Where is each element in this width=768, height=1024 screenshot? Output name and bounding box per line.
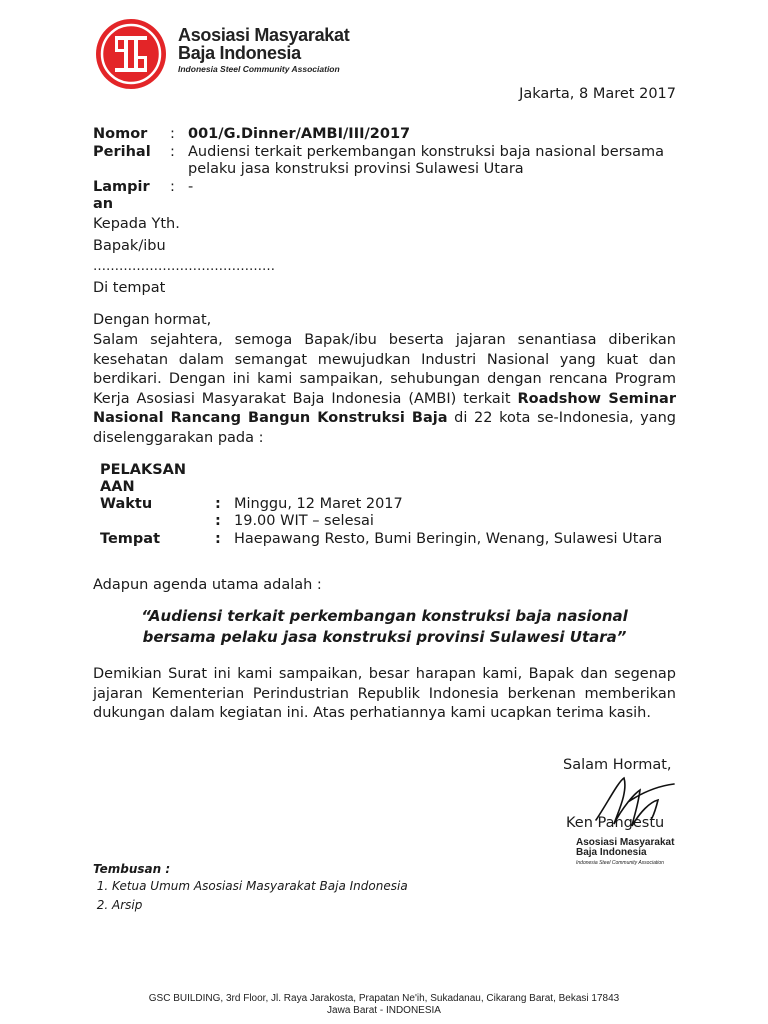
org-name-line2: Baja Indonesia bbox=[178, 43, 301, 63]
tembusan-item: 1. Ketua Umum Asosiasi Masyarakat Baja Indonesia bbox=[112, 877, 408, 896]
org-subtitle: Indonesia Steel Community Association bbox=[178, 64, 340, 74]
lampiran-value: - bbox=[188, 179, 194, 195]
perihal-label: Perihal bbox=[93, 144, 151, 160]
paragraph-intro bbox=[93, 331, 676, 448]
closing-text: Demikian Surat ini kami sampaikan, besar harapan kami, Bapak dan segenap jajaran Kementerian Perindustrian Republik Indonesia berkenan memberikan dukungan dalam kegiatan ini. Atas perhatiannya kami ucapkan terima kasih. bbox=[93, 666, 676, 721]
stamp-line1: Asosiasi Masyarakat bbox=[576, 837, 675, 848]
recipient-line1: Kepada Yth. bbox=[93, 216, 180, 232]
stamp-line2: Baja Indonesia bbox=[576, 847, 647, 858]
pelaksanaan-title-1: PELAKSAN bbox=[100, 462, 187, 478]
lampiran-colon: : bbox=[170, 179, 175, 195]
salutation: Salam Hormat, bbox=[563, 757, 672, 773]
pelaksanaan-title-2: AAN bbox=[100, 479, 135, 495]
tembusan-title: Tembusan : bbox=[93, 862, 171, 876]
tembusan-item: 2. Arsip bbox=[112, 896, 408, 915]
org-name-line1: Asosiasi Masyarakat bbox=[178, 25, 350, 45]
tempat-label: Tempat bbox=[100, 531, 161, 547]
tempat-colon: : bbox=[215, 531, 221, 547]
paragraph-closing bbox=[93, 665, 676, 724]
letter-date: Jakarta, 8 Maret 2017 bbox=[519, 86, 676, 102]
para1-text-b: di 22 kota se-Indonesia, yang diselenggarakan pada : bbox=[93, 410, 676, 446]
lampiran-label-2: an bbox=[93, 196, 114, 212]
org-name bbox=[178, 26, 349, 62]
footer-address-line1: GSC BUILDING, 3rd Floor, Jl. Raya Jarakosta, Prapatan Ne'ih, Sukadanau, Cikarang Barat, Bekasi 17843 bbox=[148, 993, 620, 1004]
para1-text-a: Salam sejahtera, semoga Bapak/ibu beserta jajaran senantiasa diberikan kesehatan dalam semangat mewujudkan Industri Nasional yang kuat dan berdikari. Dengan ini kami sampaikan, sehubungan dengan rencana Program Kerja Asosiasi Masyarakat Baja Indonesia (AMBI) terkait bbox=[93, 332, 676, 407]
waktu-colon: : bbox=[215, 496, 221, 512]
waktu-value-1: Minggu, 12 Maret 2017 bbox=[234, 496, 403, 512]
nomor-colon: : bbox=[170, 126, 175, 142]
signer-name: Ken Pangestu bbox=[566, 815, 665, 831]
tembusan-list bbox=[84, 877, 408, 915]
waktu-colon-2: : bbox=[215, 513, 221, 529]
perihal-value: Audiensi terkait perkembangan konstruksi baja nasional bersama pelaku jasa konstruksi provinsi Sulawesi Utara bbox=[188, 144, 665, 177]
greeting: Dengan hormat, bbox=[93, 312, 212, 328]
org-stamp bbox=[576, 838, 674, 866]
agenda-quote-line2: bersama pelaku jasa konstruksi provinsi Sulawesi Utara” bbox=[142, 628, 627, 646]
nomor-label: Nomor bbox=[93, 126, 148, 142]
tempat-value: Haepawang Resto, Bumi Beringin, Wenang, Sulawesi Utara bbox=[234, 531, 663, 547]
recipient-line2: Bapak/ibu bbox=[93, 238, 166, 254]
agenda-quote bbox=[93, 606, 676, 648]
perihal-colon: : bbox=[170, 144, 175, 160]
recipient-line4: Di tempat bbox=[93, 280, 166, 296]
waktu-value-2: 19.00 WIT – selesai bbox=[234, 513, 374, 529]
recipient-line3: …………………………………… bbox=[93, 259, 275, 274]
para1-bold-text: Roadshow Seminar Nasional Rancang Bangun Konstruksi Baja bbox=[93, 390, 676, 426]
nomor-value: 001/G.Dinner/AMBI/III/2017 bbox=[188, 126, 411, 142]
agenda-intro: Adapun agenda utama adalah : bbox=[93, 577, 322, 593]
handwritten-signature bbox=[588, 772, 676, 836]
lampiran-label-1: Lampir bbox=[93, 179, 150, 195]
recipient-block bbox=[93, 213, 275, 299]
agenda-quote-line1: “Audiensi terkait perkembangan konstruksi baja nasional bbox=[141, 607, 628, 625]
footer-address-line2: Jawa Barat - INDONESIA bbox=[327, 1005, 441, 1016]
ambi-logo bbox=[94, 17, 168, 91]
stamp-subtitle: Indonesia Steel Community Association bbox=[576, 860, 664, 866]
waktu-label: Waktu bbox=[100, 496, 153, 512]
